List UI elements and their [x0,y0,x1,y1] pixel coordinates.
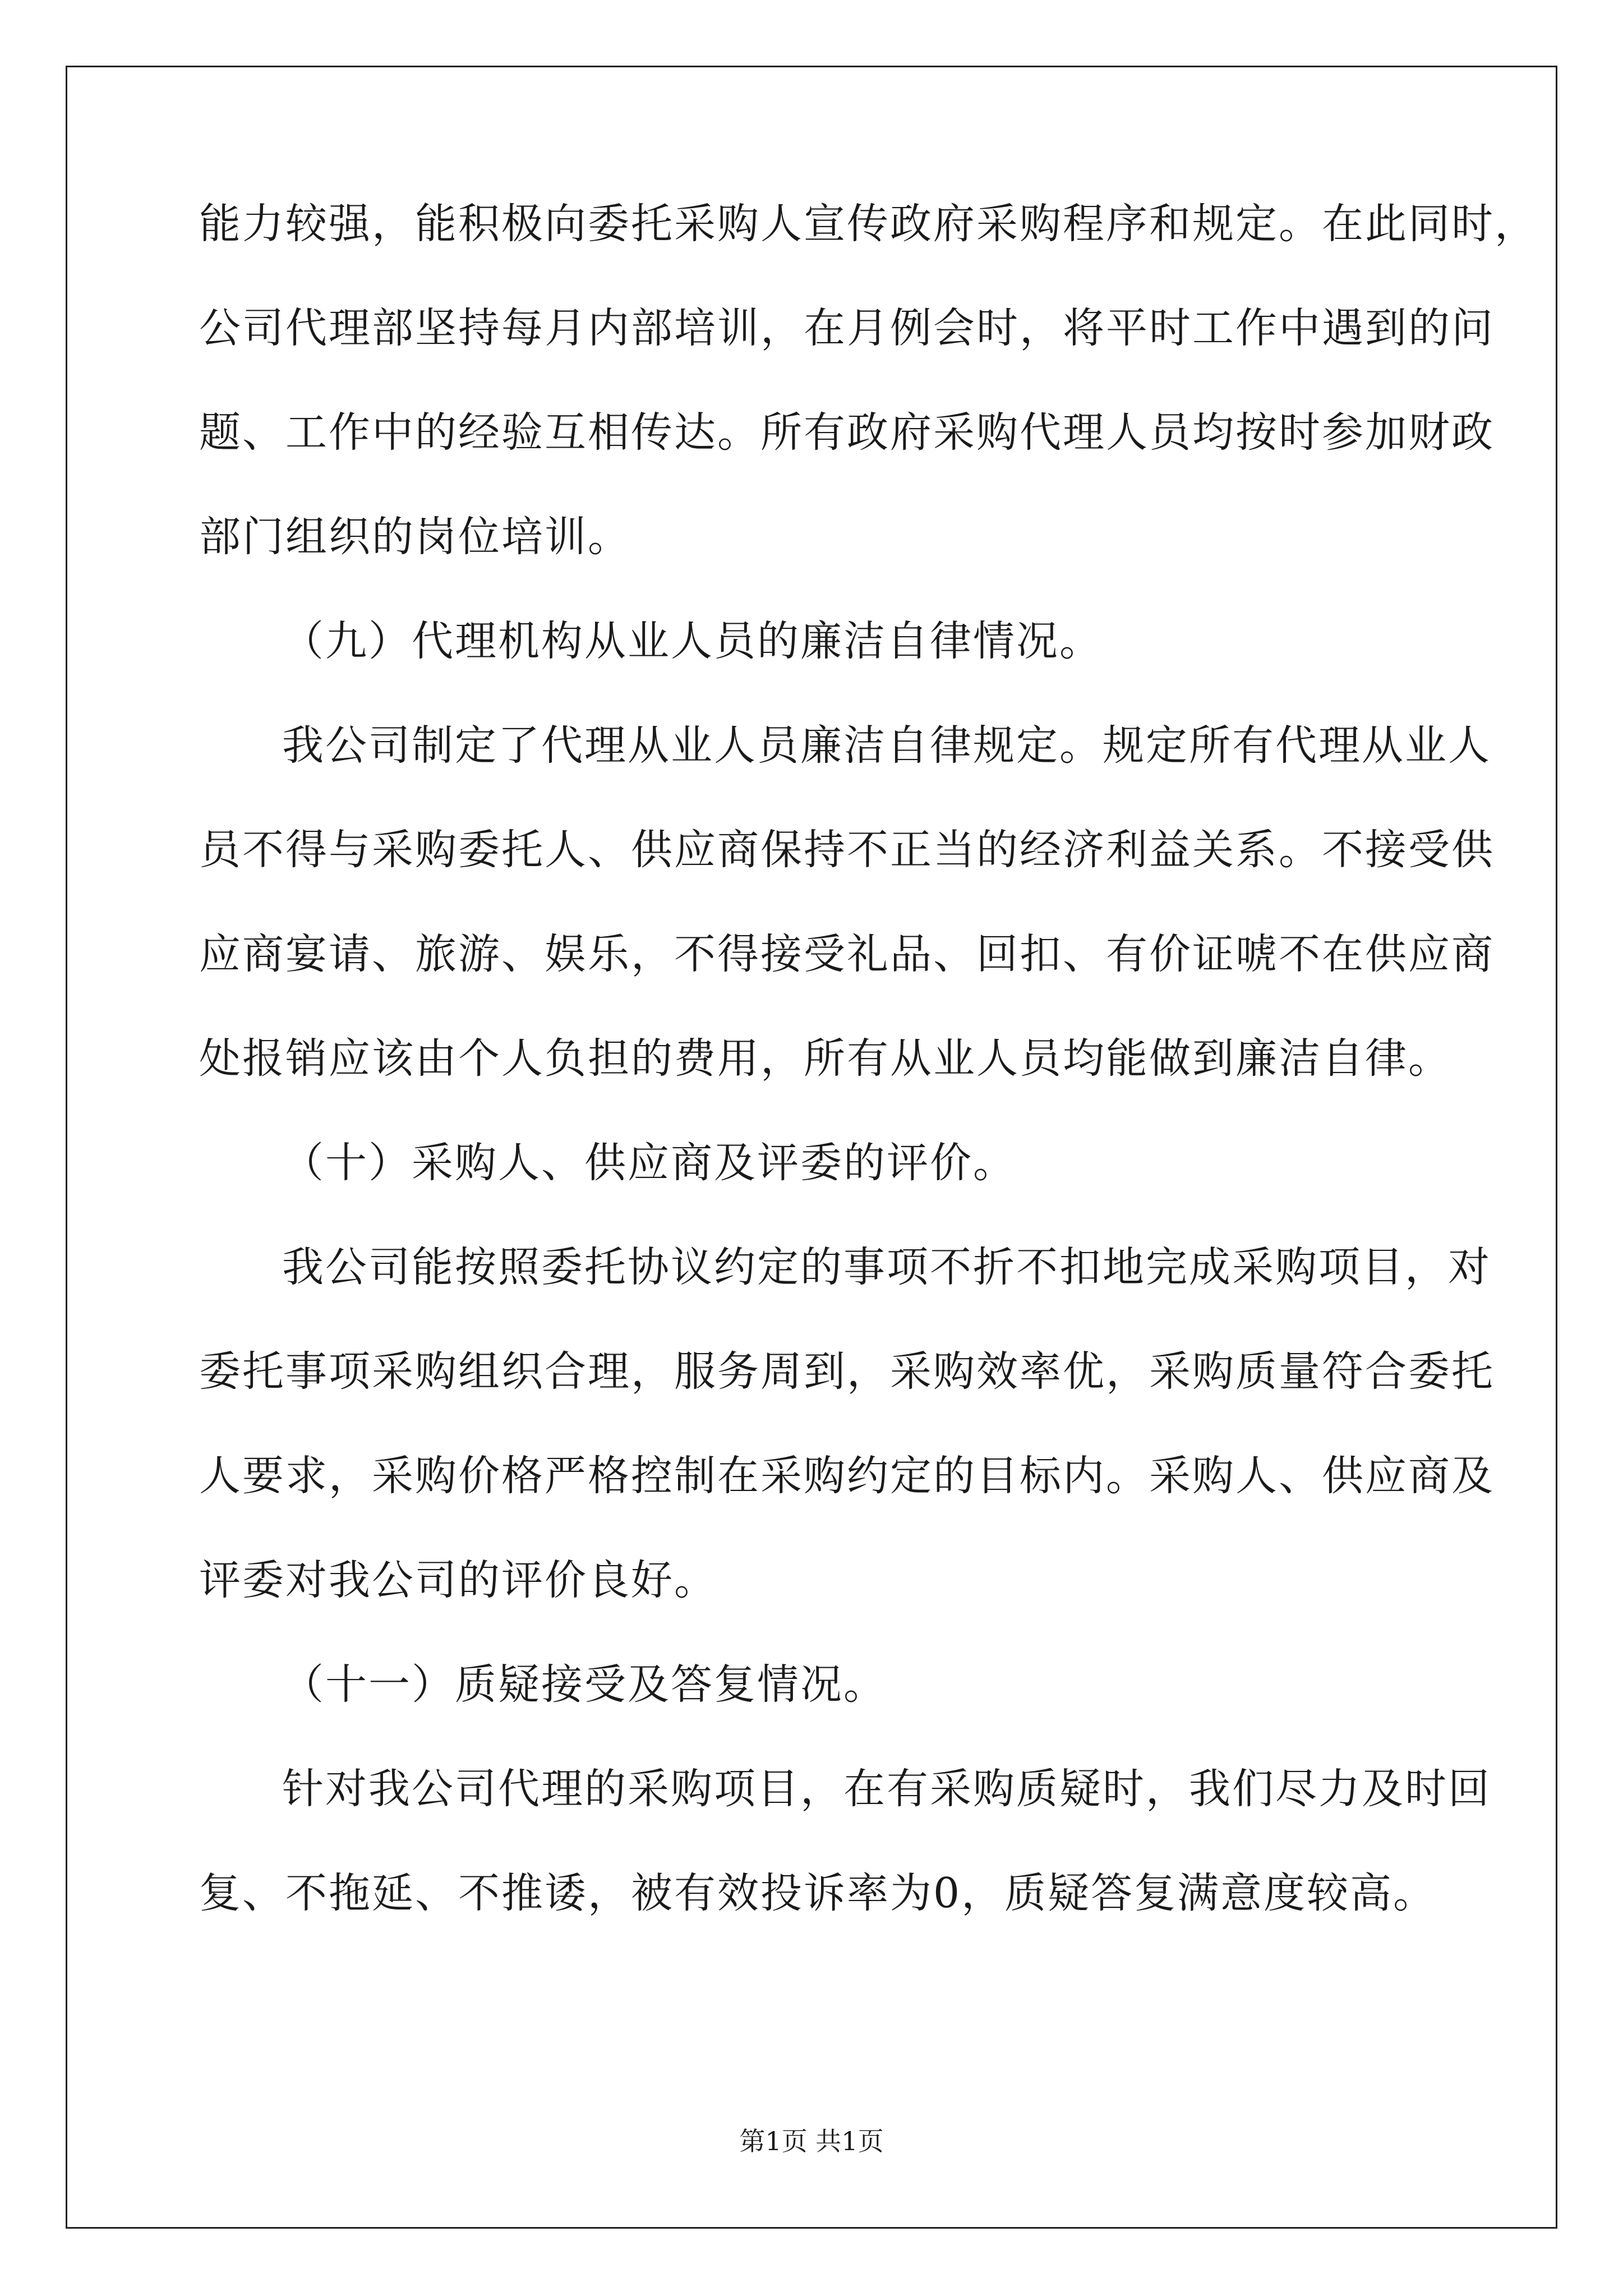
section-heading: （十）采购人、供应商及评委的评价。 [282,1139,1016,1187]
paragraph-line: 复、不拖延、不推诿，被有效投诉率为0，质疑答复满意度较高。 [199,1869,1437,1917]
paragraph-line: 能力较强，能积极向委托采购人宣传政府采购程序和规定。在此同时， [199,200,1538,248]
page-number: 第1页 共1页 [739,2126,884,2156]
paragraph-line: 人要求，采购价格严格控制在采购约定的目标内。采购人、供应商及 [199,1452,1495,1500]
paragraph-line: 我公司能按照委托协议约定的事项不折不扣地完成采购项目，对 [282,1243,1491,1291]
paragraph-line: 处报销应该由个人负担的费用，所有从业人员均能做到廉洁自律。 [199,1034,1451,1083]
document-body [199,200,1538,1976]
paragraph-line: 公司代理部坚持每月内部培训，在月例会时，将平时工作中遇到的问 [199,304,1495,352]
paragraph-line: 委托事项采购组织合理，服务周到，采购效率优，采购质量符合委托 [199,1347,1495,1396]
section-heading: （十一）质疑接受及答复情况。 [282,1660,887,1709]
paragraph-line: 题、工作中的经验互相传达。所有政府采购代理人员均按时参加财政 [199,408,1495,457]
page-footer [0,2127,1623,2155]
section-heading: （九）代理机构从业人员的廉洁自律情况。 [282,617,1103,665]
paragraph-line: 员不得与采购委托人、供应商保持不正当的经济利益关系。不接受供 [199,826,1495,874]
paragraph-line: 评委对我公司的评价良好。 [199,1556,717,1604]
paragraph-line: 应商宴请、旅游、娱乐，不得接受礼品、回扣、有价证唬不在供应商 [199,930,1495,978]
paragraph-line: 针对我公司代理的采购项目，在有采购质疑时，我们尽力及时回 [282,1765,1491,1813]
paragraph-line: 我公司制定了代理从业人员廉洁自律规定。规定所有代理从业人 [282,721,1491,770]
paragraph-line: 部门组织的岗位培训。 [199,513,631,561]
